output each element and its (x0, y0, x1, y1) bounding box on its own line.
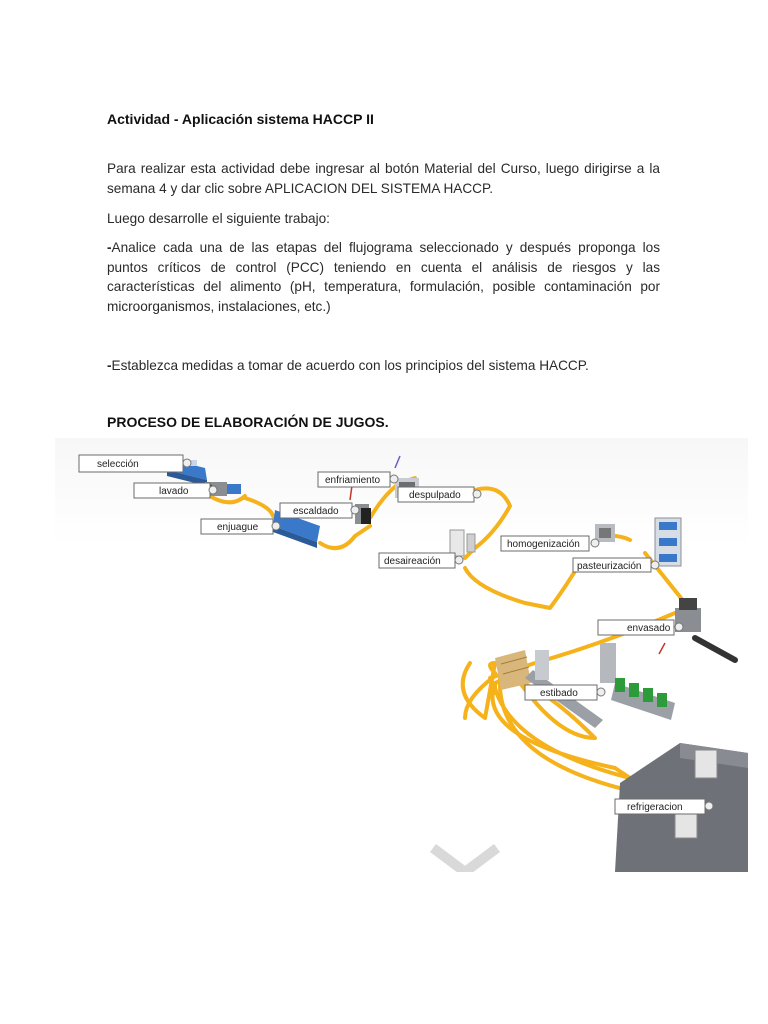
stage-text-enjuague: enjuague (217, 522, 259, 533)
pasteurizacion-machine (655, 518, 681, 566)
desaireacion-machine (450, 530, 475, 556)
instruction-paragraph: Luego desarrolle el siguiente trabajo: (107, 211, 330, 226)
flow-diagram-svg (55, 438, 748, 872)
task-item-2-dash: - (107, 358, 112, 373)
task-item-2-text: Establezca medidas a tomar de acuerdo con los principios del sistema HACCP. (111, 358, 589, 373)
activity-title: Actividad - Aplicación sistema HACCP II (107, 111, 374, 127)
stage-text-estibado: estibado (540, 688, 578, 699)
task-item-1 (107, 238, 660, 316)
task-item-1-text: Analice cada una de las etapas del flujograma seleccionado y después proponga los puntos críticos de control (PCC) teniendo en cuenta el análisis de riesgos y las características del alimento (pH, temperatura, formulación, posible contaminación por microorganismos, instalaciones, etc.) (107, 240, 660, 314)
chevron-watermark (433, 848, 497, 872)
homogenizacion-machine (595, 524, 615, 542)
stage-text-envasado: envasado (627, 623, 671, 634)
stage-label-despulpado (398, 487, 481, 502)
stage-label-pasteurizacion (573, 558, 659, 572)
stage-text-seleccion: selección (97, 459, 139, 470)
stage-text-despulpado: despulpado (409, 490, 461, 501)
stage-label-homogenizacion (501, 536, 599, 551)
stage-label-desaireacion (379, 553, 463, 568)
stage-label-estibado (525, 685, 605, 700)
bottling-conveyor (611, 678, 675, 720)
stage-text-escaldado: escaldado (293, 506, 339, 517)
stage-label-escaldado (280, 503, 359, 518)
stage-text-refrigeracion: refrigeracion (627, 802, 683, 813)
juice-process-flow-diagram (55, 438, 748, 872)
stage-text-enfriamiento: enfriamiento (325, 475, 381, 486)
stage-label-refrigeracion (615, 799, 713, 814)
intro-paragraph: Para realizar esta actividad debe ingresar al botón Material del Curso, luego dirigirse a la semana 4 y dar clic sobre APLICACION DEL SISTEMA HACCP. (107, 161, 660, 196)
stage-text-homogenizacion: homogenización (507, 539, 580, 550)
stage-label-enfriamiento (318, 472, 398, 487)
stage-text-pasteurizacion: pasteurización (577, 561, 642, 572)
stage-label-envasado (598, 620, 683, 635)
task-item-2 (107, 356, 660, 376)
stage-text-desaireacion: desaireación (384, 556, 441, 567)
stage-label-seleccion (79, 455, 191, 472)
stage-label-lavado (134, 483, 217, 498)
stage-label-enjuague (201, 519, 280, 534)
section-title: PROCESO DE ELABORACIÓN DE JUGOS. (107, 414, 389, 430)
task-item-1-dash: - (107, 240, 112, 255)
stage-text-lavado: lavado (159, 486, 189, 497)
